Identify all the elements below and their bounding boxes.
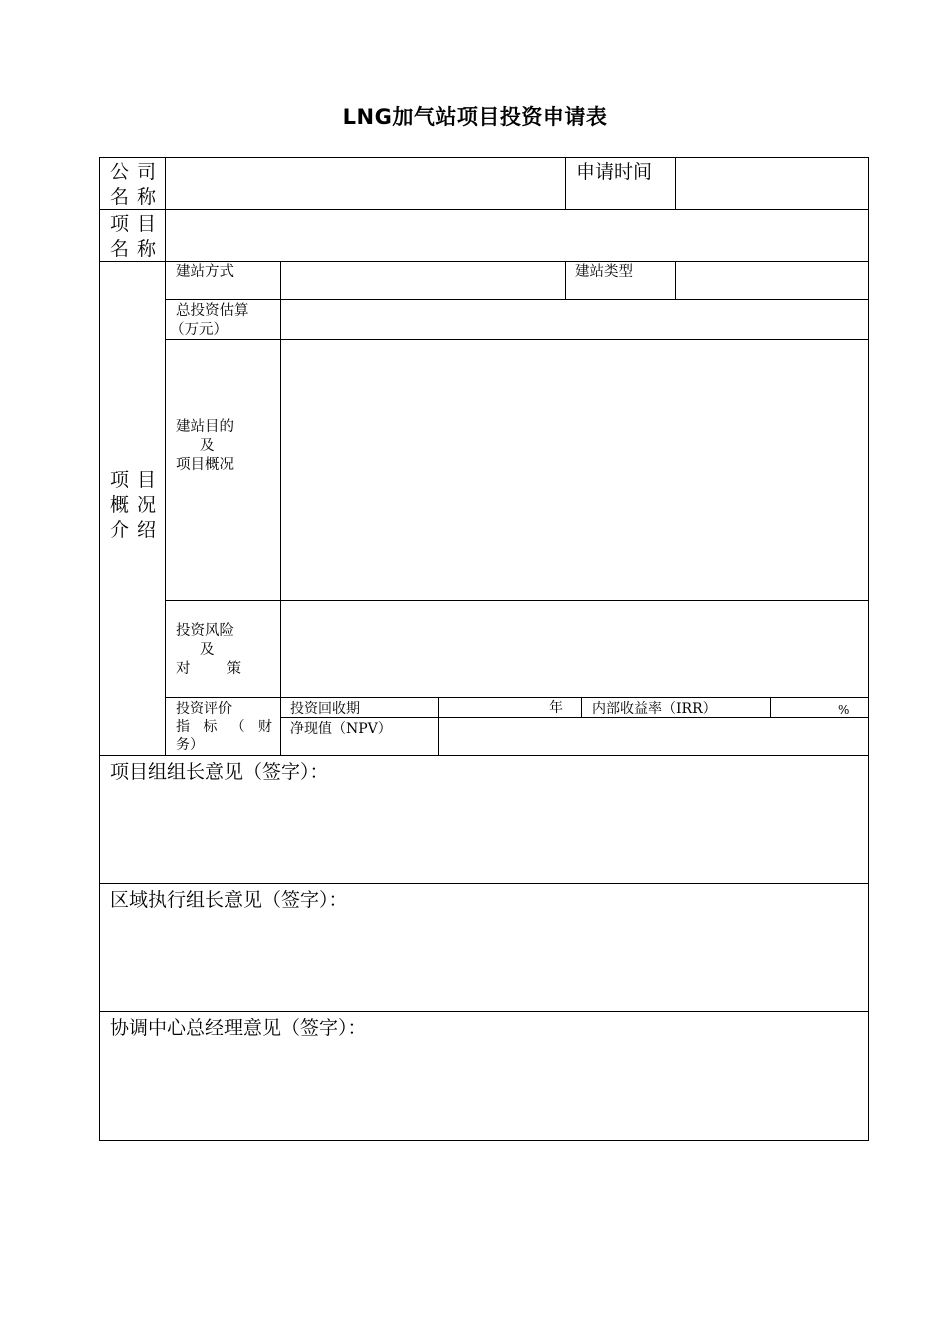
apply-time-field[interactable] [680, 162, 863, 206]
risk-label: 投资风险 及 对 策 [176, 623, 241, 677]
row-divider [165, 600, 868, 601]
group-leader-opinion-field[interactable] [104, 788, 864, 880]
row-divider [99, 755, 868, 756]
col-divider [581, 697, 582, 717]
row-divider [99, 1011, 868, 1012]
risk-field[interactable] [285, 605, 863, 693]
row-divider [280, 717, 868, 718]
total-investment-label: 总投资估算 （万元） [170, 303, 249, 338]
col-divider [280, 261, 281, 756]
col-divider [565, 157, 566, 209]
row-divider [99, 883, 868, 884]
purpose-label: 建站目的 及 项目概况 [176, 419, 234, 473]
irr-unit: % [838, 703, 850, 717]
project-overview-label: 项目 概况 介绍 [110, 469, 156, 541]
irr-field[interactable] [774, 699, 834, 716]
project-name-label: 项目 名称 [110, 213, 156, 260]
col-divider [565, 261, 566, 299]
purpose-field[interactable] [285, 344, 863, 596]
build-type-field[interactable] [680, 265, 863, 295]
company-name-label: 公司 名称 [110, 161, 156, 208]
evaluation-label: 投资评价 指 标 （ 财 务） [176, 701, 272, 753]
regional-leader-opinion-field[interactable] [104, 916, 864, 1008]
col-divider [438, 697, 439, 756]
payback-label: 投资回收期 [290, 701, 360, 717]
company-name-field[interactable] [170, 162, 560, 206]
gm-opinion-field[interactable] [104, 1044, 864, 1136]
project-name-field[interactable] [170, 214, 863, 258]
row-divider [99, 261, 868, 262]
col-divider [770, 697, 771, 717]
npv-field[interactable] [442, 720, 864, 753]
row-divider [165, 697, 868, 698]
row-divider [99, 209, 868, 210]
row-divider [165, 339, 868, 340]
gm-opinion-label: 协调中心总经理意见（签字）： [110, 1017, 367, 1039]
payback-field[interactable] [442, 699, 542, 716]
build-method-field[interactable] [285, 265, 560, 295]
build-type-label: 建站类型 [575, 264, 633, 280]
payback-unit: 年 [549, 700, 563, 716]
page-title: LNG加气站项目投资申请表 [342, 105, 608, 129]
row-divider [165, 299, 868, 300]
total-investment-field[interactable] [285, 303, 863, 335]
col-divider [165, 157, 166, 756]
regional-leader-opinion-label: 区域执行组长意见（签字）： [110, 889, 348, 911]
group-leader-opinion-label: 项目组组长意见（签字）： [110, 761, 329, 783]
col-divider [675, 261, 676, 299]
build-method-label: 建站方式 [176, 264, 234, 280]
col-divider [675, 157, 676, 209]
irr-label: 内部收益率（IRR） [592, 701, 717, 717]
npv-label: 净现值（NPV） [290, 721, 392, 737]
apply-time-label: 申请时间 [576, 161, 653, 183]
